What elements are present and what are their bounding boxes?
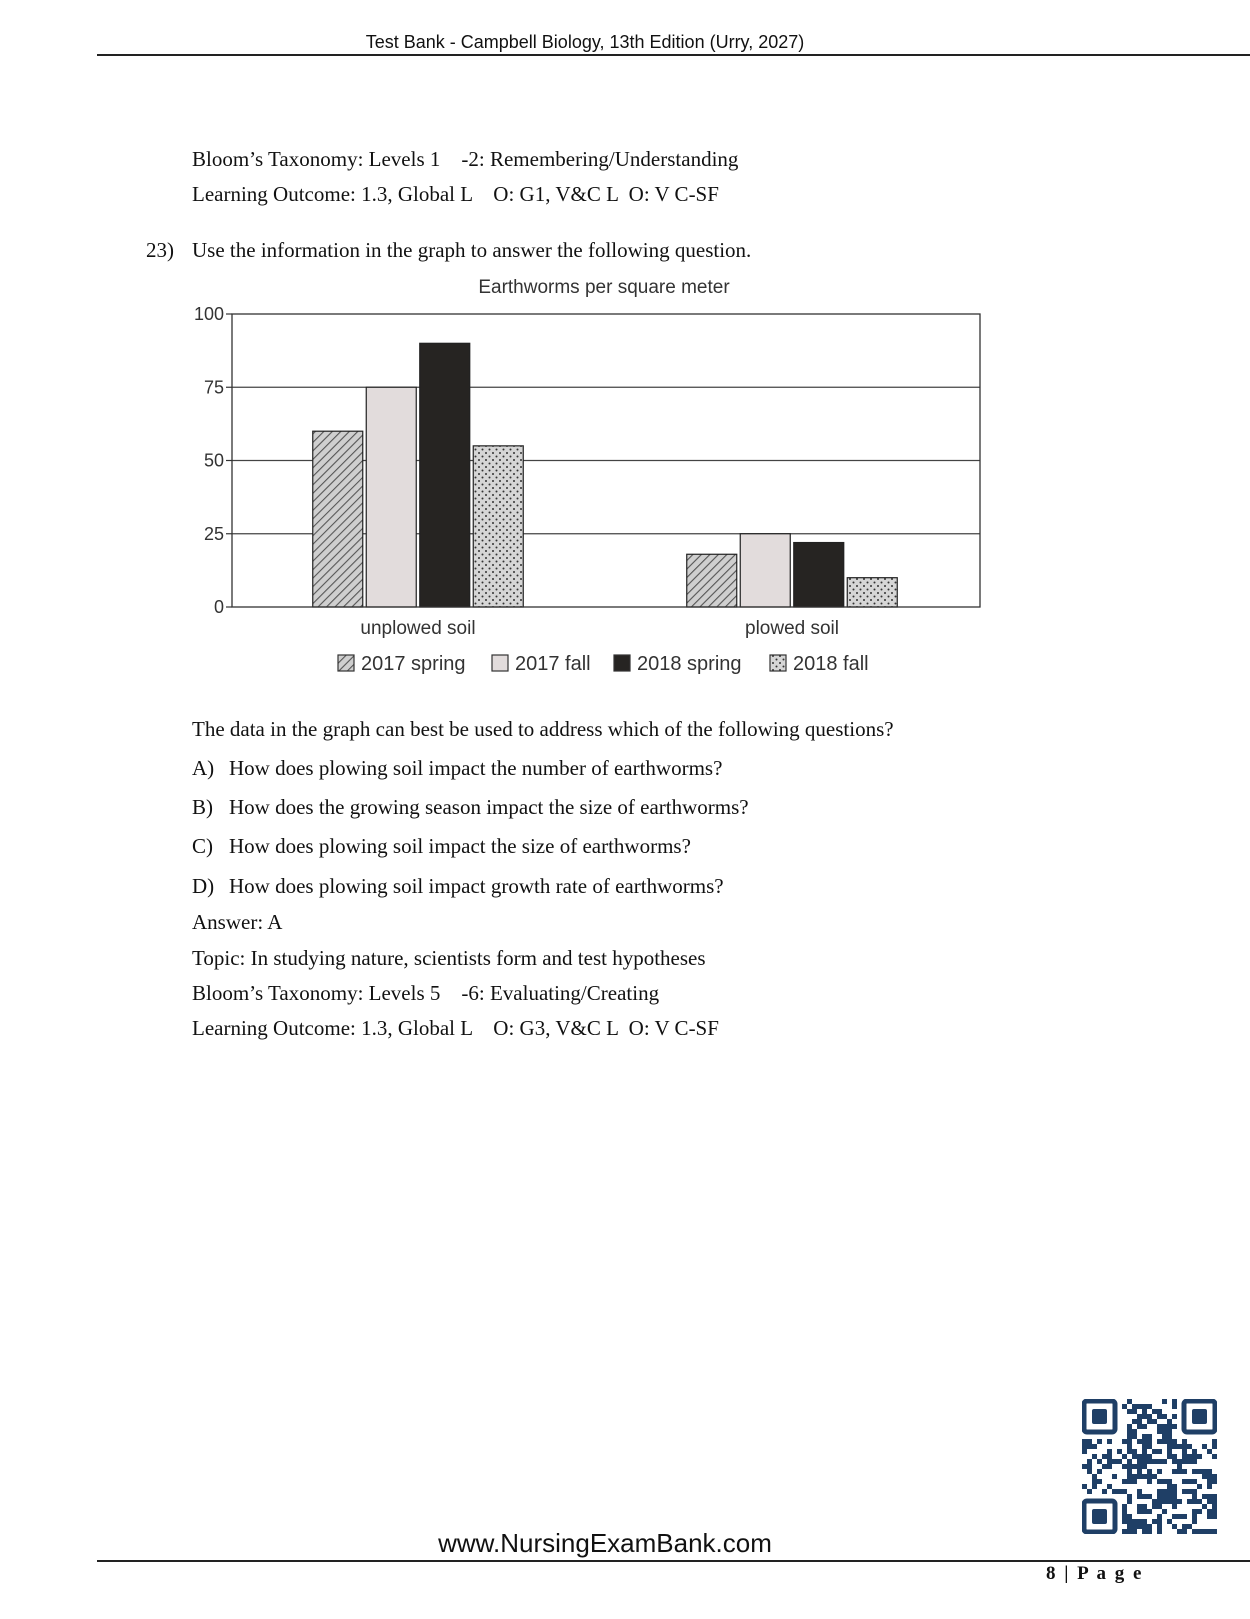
option-d-text: How does plowing soil impact growth rate of earthworms?	[229, 874, 724, 898]
earthworm-bar-chart	[190, 276, 1010, 704]
y-tick-label: 75	[203, 377, 224, 398]
legend-swatch	[770, 655, 786, 671]
header-rule	[97, 54, 1250, 56]
y-tick-label: 50	[203, 450, 224, 471]
legend-swatch	[614, 655, 630, 671]
bar	[687, 554, 737, 607]
legend-label: 2018 fall	[793, 653, 869, 675]
y-tick-label: 0	[213, 597, 224, 617]
option-c-letter: C)	[192, 834, 213, 858]
chart-svg	[190, 276, 1010, 704]
y-tick-label: 100	[193, 304, 224, 324]
bar	[420, 343, 470, 607]
bar	[473, 446, 523, 607]
legend-swatch	[492, 655, 508, 671]
x-category-label: plowed soil	[745, 618, 839, 639]
header-title: Test Bank - Campbell Biology, 13th Edition (Urry, 2027)	[365, 32, 805, 52]
bar	[847, 578, 897, 607]
bloom-line: Bloom’s Taxonomy: Levels 5 -6: Evaluating/Creating	[192, 981, 660, 1005]
x-category-label: unplowed soil	[360, 618, 476, 639]
question-intro: Use the information in the graph to answer the following question.	[192, 238, 752, 262]
chart-y-ticks	[194, 304, 232, 617]
chart-x-categories	[360, 618, 839, 639]
option-a-letter: A)	[192, 756, 215, 780]
bar	[794, 543, 844, 607]
bar	[740, 534, 790, 607]
bar	[366, 387, 416, 607]
footer-url: www.NursingExamBank.com	[438, 1528, 772, 1558]
qr-code-icon	[1082, 1399, 1217, 1534]
legend-label: 2017 spring	[361, 653, 466, 675]
outcome-line: Learning Outcome: 1.3, Global L O: G3, V&C L O: V C-SF	[192, 1016, 719, 1040]
option-b-letter: B)	[192, 795, 213, 819]
legend-label: 2018 spring	[637, 653, 742, 675]
legend-swatch	[338, 655, 354, 671]
chart-legend	[338, 653, 869, 675]
chart-title: Earthworms per square meter	[478, 277, 730, 298]
footer-rule	[97, 1560, 1250, 1562]
page-number: 8 | P a g e	[1046, 1563, 1144, 1584]
option-d-letter: D)	[192, 874, 215, 898]
answer-line: Answer: A	[192, 910, 283, 934]
option-a-text: How does plowing soil impact the number of earthworms?	[229, 756, 723, 780]
bar	[313, 431, 363, 607]
question-number: 23)	[146, 238, 174, 262]
topic-line: Topic: In studying nature, scientists form and test hypotheses	[192, 946, 706, 970]
question-stem: The data in the graph can best be used to address which of the following questions?	[192, 717, 894, 741]
y-tick-label: 25	[203, 523, 224, 544]
chart-bars	[313, 343, 898, 607]
option-b-text: How does the growing season impact the size of earthworms?	[229, 795, 749, 819]
prev-outcome-line: Learning Outcome: 1.3, Global L O: G1, V&C L O: V C-SF	[192, 182, 719, 206]
option-c-text: How does plowing soil impact the size of earthworms?	[229, 834, 691, 858]
prev-bloom-line: Bloom’s Taxonomy: Levels 1 -2: Remembering/Understanding	[192, 147, 739, 171]
legend-label: 2017 fall	[515, 653, 591, 675]
